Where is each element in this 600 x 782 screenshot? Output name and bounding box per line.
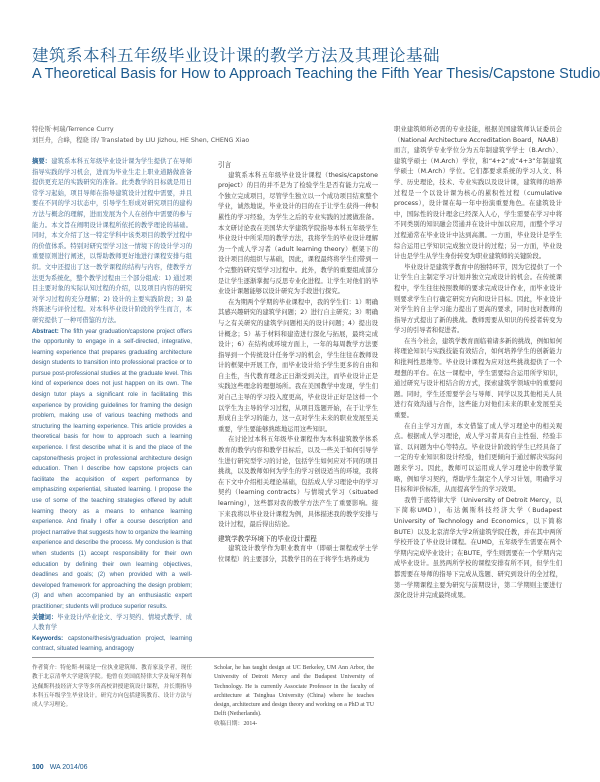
body-paragraph: 在为期两个学期的毕业课程中，我的学生们：1）明确其感兴趣研究的建筑学问题；2）进行自主研究；3）明确与之有关研究的建筑学问题相关的设计问题；4）提出设计概念；5）基于材料和建造进行深化与拓展，最终完成设计；6）在结构或环境方面上，一年的每周教学方法要指导到一个传统设计任务学习的机会，学生往往在教师设计的框架中开展工作，而毕业设计给予学生更多的自由和自主性，当代教育理念正日渐受到关注，而毕业设计正是实践这些理念的理想场所。我在美国教学中发现，学生们对自己主导的学习投入度更高，毕业设计正好是这样一个以学生为主导的学习过程，从项目选题开始，在于让学生形成自主学习的能力，这一点对学生未来的职业发展至关重要，学生要能够熟练地运用这些知识。 xyxy=(218,298,378,433)
footnote-author-bio-cn: 作者简介：特伦斯·柯瑞是一位执业建筑师、教育家及学者，现任教于北京清华大学建筑学院。他曾在美国底特律大学及匈牙利布达佩斯科技经济大学等多所高校讲授建筑设计课程，并长期指导本科五年级学生毕业设计。研究方向包括建筑教育、设计方法与成人学习理论。 xyxy=(32,665,192,709)
article-title-chinese: 建筑系本科五年级毕业设计课的教学方法及其理论基础 xyxy=(32,46,440,65)
body-paragraph: 在自主学习方面，本文借鉴了成人学习理论中的相关观点。根据成人学习理论，成人学习者具有自主性强、经验丰富、以问题为中心等特点。毕业设计阶段的学生已经具备了一定的专业知识和设计经验，他们更倾向于通过解决实际问题来学习。因此，教师可以运用成人学习理论中的教学策略，例如学习契约，帮助学生制定个人学习计划，明确学习目标和评价标准，从而提高学生的学习效果。 xyxy=(394,422,562,494)
section-heading: 建筑学教学环境下的毕业设计课程 xyxy=(218,534,317,543)
footnote-author-bio-en xyxy=(214,664,374,729)
keywords-label-cn: 关键词： xyxy=(32,613,58,621)
body-paragraph: 在当今社会，建筑学教育面临着诸多新的挑战，例如如何将理论知识与实践技能有效结合，如何培养学生的创新能力和批判性思维等。毕业设计课程为应对这些挑战提供了一个理想的平台。在这一课程中，学生需要综合运用所学知识，通过研究与设计相结合的方式，探索建筑学领域中的重要问题。同时，学生还需要学会与导师、同学以及其他相关人员进行有效沟通与合作，这些能力对他们未来的职业发展至关重要。 xyxy=(394,337,562,420)
keywords-english xyxy=(32,634,192,655)
body-paragraph: 建筑设计教学作为职业教育中（即硕士课程或学士学位课程）的主要部分，其教学目的在于将学生培养成为 xyxy=(218,545,378,563)
keywords-text-cn: 毕业设计/毕业论文、学习契约、情境式教学、成人教育学 xyxy=(32,613,192,632)
page-number: 100 xyxy=(32,764,44,771)
keywords-label-en: Keywords: xyxy=(32,634,64,642)
page-footer xyxy=(32,764,88,771)
keywords-text-en: capstone/thesis/graduation project, learning contract, situated learning, andragogy xyxy=(32,634,192,653)
abstract-english xyxy=(32,327,192,613)
author-line: 特伦斯·柯瑞/Terrence Curry xyxy=(32,126,114,133)
abstract-label-en: Abstract: xyxy=(32,327,59,335)
journal-issue: WA 2014/06 xyxy=(49,764,88,771)
abstract-text-en: The fifth year graduation/capstone project offers the opportunity to engage in a self-directed, integrative, learning experience that prepares graduating architecture design students to transition into professional practice or to pursue post-professional studies at the graduate level. This kind of experience does not just happen on its own. The design tutor plays a significant role in facilitating this experience by providing guidelines for framing the design problem, making use of various teaching methods and structuring the learning experience. This article provides a theoretical basis for how to approach such a learning experience. I first describe what it is and the place of the capstone/thesis project in professional architecture design education. Then I describe how capstone projects can facilitate the acquisition of expert performance by emphasizing experiential, situated learning. I propose the use of some of the teaching strategies offered by adult learning theory as a means to enhance learning experience. And finally I offer a course description and project narrative that suggests how to organize the learning experience and describe the process. My conclusion is that when students (1) accept responsibility for their own education by defining their own learning objectives, deadlines and goals; (2) when provided with a well-developed framework for approaching the design problem; (3) and when accompanied by an enthusiastic expert practitioner; students will produce superior results. xyxy=(32,327,192,610)
abstract-column xyxy=(32,157,192,657)
author-credits xyxy=(32,125,332,146)
intro-heading: 引言 xyxy=(218,161,232,169)
body-paragraph: 毕业设计是建筑学教育中的独特环节，因为它提供了一个让学生自主制定学习计划并独立完成设计的机会。在传统课程中，学生往往按照教师的要求完成设计作业，而毕业设计则要求学生自行确定研究方向和设计目标。因此，毕业设计对学生的自主学习能力提出了更高的要求，同时也对教师的指导方式提出了新的挑战。教师需要从知识的传授者转变为学习的引导者和促进者。 xyxy=(394,263,562,335)
footnote-divider xyxy=(32,657,374,658)
abstract-chinese xyxy=(32,157,192,327)
keywords-chinese xyxy=(32,613,192,634)
abstract-text-cn: 建筑系本科五年级毕业设计课为学生提供了在导师指导实践的学习机会，进而为毕业生走上职业道路做准备提供更充足的实践研究的准备。此类教学的目标就是用日常学习起始，项目导师在指导建筑设计过程中需要，并且要在不同的学习状态中，引导学生形成对研究项目的建构方法与概念的理解，进而发展为个人在创作中需要的参与能力。本文旨在阐明设计课程所依托的教学理论的基础。同时，本文介绍了这一特定学科中该类项目的教学过程中的价值体系。特别对研究型学习这一情境下的设计学习的重要原则进行阐述，以帮助教师更好地进行课程安排与组织。文中还提出了这一教学课程的结构与内容，使教学方法更为系统化，整个教学过程由三个部分组成：1) 通过项目主要对象的实际认知过程的介绍，以及项目内容的研究对学习过程的充分理解；2) 设计的主要实践阶段；3) 最终陈述与评价过程。对本科毕业设计阶段的学生而言，本研究提供了一种可借鉴的方法。 xyxy=(32,158,192,324)
body-paragraph: 职业建筑师所必需的专业技能，根据美国建筑师认证委员会（National Architecture Accreditation Board，NAAB）而言，建筑学专业学位分为五年制建筑学学士（B.Arch）、建筑学硕士（M.Arch）学位，和“4+2”或“4+3”年制建筑学硕士（M.Arch）学位。它们都要求系统的学习人文、科学、历史理论，技术、专业实践以及设计课，建筑师的培养过程是一个以设计课为核心的累积性过程（cumulative process），设计课在每一年中扮演重要角色。在建筑设计中，国际性的设计理念已经深入人心，学生需要在学习中将不同类别的知识融会贯通并在设计中加以应用，而整个学习过程通常在毕业设计中达到高潮。一方面，毕业设计是学生综合运用已学知识完成独立设计的过程；另一方面，毕业设计也是学生从学生身份转变为职业建筑师的关键阶段。 xyxy=(394,126,562,261)
body-column-continuation xyxy=(394,125,562,717)
footnote-bio-text: Scholar, he has taught design at UC Berkeley, UM Ann Arbor, the University of Detroit Mercy and the Budapest University of Technology. He is currently Associate Professor in the faculty of architecture at Tsinghua University (China) where he teaches design, architecture and design theory and working on a PhD at TU Delft (Netherlands). xyxy=(214,665,374,718)
body-paragraph: 在讨论过本科五年级毕业课程作为本科建筑教学体系教育的教学内容和教学目标后，以及一些关于如何引导学生进行研究型学习的讨论，包括学生如何应对不同的项目挑战，以及教师如何为学生的学习创设适当的环境，我将在下文中介绍相关理论基础，包括成人学习理论中的学习契约（learning contracts）与情境式学习（situated learning），这些都对我的教学方法产生了重要影响。接下来我将以毕业设计课程为例，具体描述我的教学安排与设计过程，最后得出结论。 xyxy=(218,436,378,529)
abstract-label-cn: 摘要： xyxy=(32,158,52,165)
body-column-introduction xyxy=(218,157,378,657)
body-paragraph: 建筑系本科五年级毕业设计课程（thesis/capstone project）的目的并不是为了检验学生是否有能力完成一个独立完成项目，尽管学生独立以一个成功项目结束整个学业，诚然地说，毕业设计的目的在于让学生获得一种积累性的学习经验，为学生之后的专业实践的过渡做准备。本文研讨论我在美国华大学建筑学院指导本科五年级学生毕业设计中所采用的教学方法，我将学生的毕业设计理解为一个成人学习者（adult learning theory）框架下的设计项目的组织与基础，因此，课程最终将学生们带到一个完整的研究型学习过程中。此外，教学的重要组成部分是让学生逐渐掌握与反思专业化进程。让学生对他们的毕业设计课题能够以设计研究为手段进行探究。 xyxy=(218,171,378,296)
translator-line: 刘巨舟，合峰，程晓 译/ Translated by LIU Jizhou, HE Shen, CHENG Xiao xyxy=(32,136,250,144)
footnote-received-date: 收稿日期：2014- xyxy=(214,720,258,727)
article-title-english: A Theoretical Basis for How to Approach Teaching the Fifth Year Thesis/Capstone Studio xyxy=(32,66,600,82)
body-paragraph: 我曾于底特律大学（University of Detroit Mercy，以下简称UMD），布达佩斯科技经济大学（Budapest University of Technology and Economics，以下简称BUTE）以及北京清华大学2所建筑学院任教，并在其中两所学校开设了毕业设计课程。在UMD，五年级学生需要在两个学期内完成毕业设计；在BUTE，学生则需要在一个学期内完成毕业设计。虽然两所学校的课程安排有所不同，但学生们都需要在导师的指导下完成从选题、研究到设计的全过程，第一学期课程主要为研究与前期设计，第二学期则主要进行深化设计并完成最终成果。 xyxy=(394,496,562,600)
